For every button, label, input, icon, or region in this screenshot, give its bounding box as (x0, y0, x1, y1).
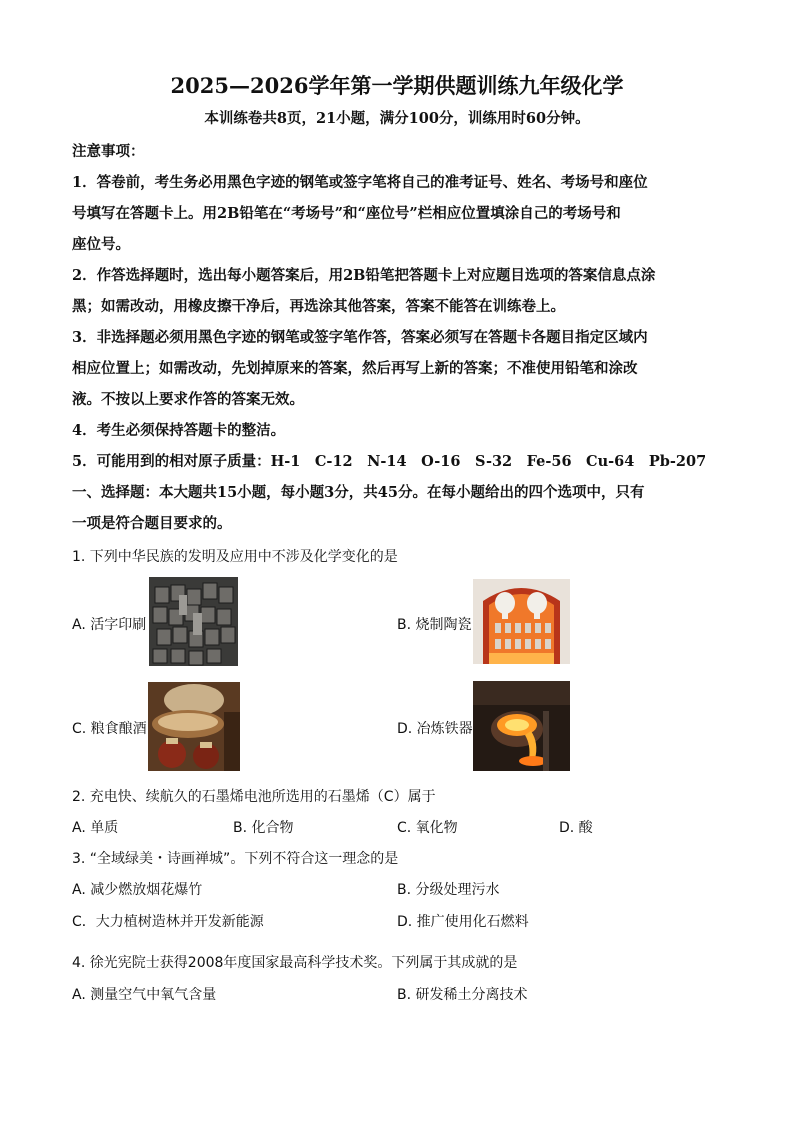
note-line: 号填写在答题卡上。用2B铅笔在“考场号”和“座位号”栏相应位置填涂自己的考场号和 (72, 205, 621, 222)
q1-option-a[interactable]: A. 活字印刷 (72, 617, 147, 633)
notes-heading: 注意事项： (72, 143, 145, 160)
q4-option-b[interactable]: B. 研发稀土分离技术 (397, 987, 528, 1003)
q3-option-d[interactable]: D. 推广使用化石燃料 (397, 914, 529, 930)
note-line: 液。不按以上要求作答的答案无效。 (72, 391, 304, 408)
note-line: 4．考生必须保持答题卡的整洁。 (72, 422, 286, 439)
q3-option-c[interactable]: C．大力植树造林并开发新能源 (72, 914, 264, 930)
q2-option-d[interactable]: D. 酸 (559, 820, 593, 836)
note-line: 5．可能用到的相对原子质量：H-1 C-12 N-14 O-16 S-32 Fe-56 Cu-64 Pb-207 (72, 453, 707, 470)
note-line: 1．答卷前，考生务必用黑色字迹的钢笔或签字笔将自己的准考证号、姓名、考场号和座位 (72, 174, 648, 191)
section-heading: 一、选择题：本大题共15小题，每小题3分，共45分。在每小题给出的四个选项中，只有 (72, 484, 645, 501)
q1-option-b[interactable]: B. 烧制陶瓷 (397, 617, 472, 633)
note-line: 相应位置上；如需改动，先划掉原来的答案，然后再写上新的答案；不准使用铅笔和涂改 (72, 360, 638, 377)
q1-option-c[interactable]: C. 粮食酿酒 (72, 721, 147, 737)
question-1-stem: 1. 下列中华民族的发明及应用中不涉及化学变化的是 (72, 549, 398, 565)
question-2-stem: 2. 充电快、续航久的石墨烯电池所选用的石墨烯（C）属于 (72, 789, 436, 805)
q4-option-a[interactable]: A. 测量空气中氧气含量 (72, 987, 217, 1003)
pottery-kiln-image (473, 579, 570, 664)
section-heading-cont: 一项是符合题目要求的。 (72, 515, 232, 532)
q3-option-b[interactable]: B. 分级处理污水 (397, 882, 500, 898)
q1-option-d[interactable]: D. 冶炼铁器 (397, 721, 473, 737)
page-title: 2025—2026学年第一学期供题训练九年级化学 (170, 73, 624, 98)
note-line: 黑；如需改动，用橡皮擦干净后，再选涂其他答案，答案不能答在训练卷上。 (72, 298, 565, 315)
question-3-stem: 3. “全域绿美・诗画禅城”。下列不符合这一理念的是 (72, 851, 399, 867)
note-line: 座位号。 (72, 236, 130, 253)
note-line: 3．非选择题必须用黑色字迹的钢笔或签字笔作答，答案必须写在答题卡各题目指定区域内 (72, 329, 648, 346)
q2-option-a[interactable]: A. 单质 (72, 820, 119, 836)
q2-option-b[interactable]: B. 化合物 (233, 820, 294, 836)
q3-option-a[interactable]: A. 减少燃放烟花爆竹 (72, 882, 203, 898)
q2-option-c[interactable]: C. 氧化物 (397, 820, 458, 836)
note-line: 2．作答选择题时，选出每小题答案后，用2B铅笔把答题卡上对应题目选项的答案信息点涂 (72, 267, 656, 284)
question-4-stem: 4. 徐光宪院士获得2008年度国家最高科学技术奖。下列属于其成就的是 (72, 955, 518, 971)
movable-type-image (149, 577, 238, 666)
brewing-image (148, 682, 240, 771)
page-subtitle: 本训练卷共8页，21小题，满分100分，训练用时60分钟。 (204, 110, 590, 127)
iron-smelting-image (473, 681, 570, 771)
